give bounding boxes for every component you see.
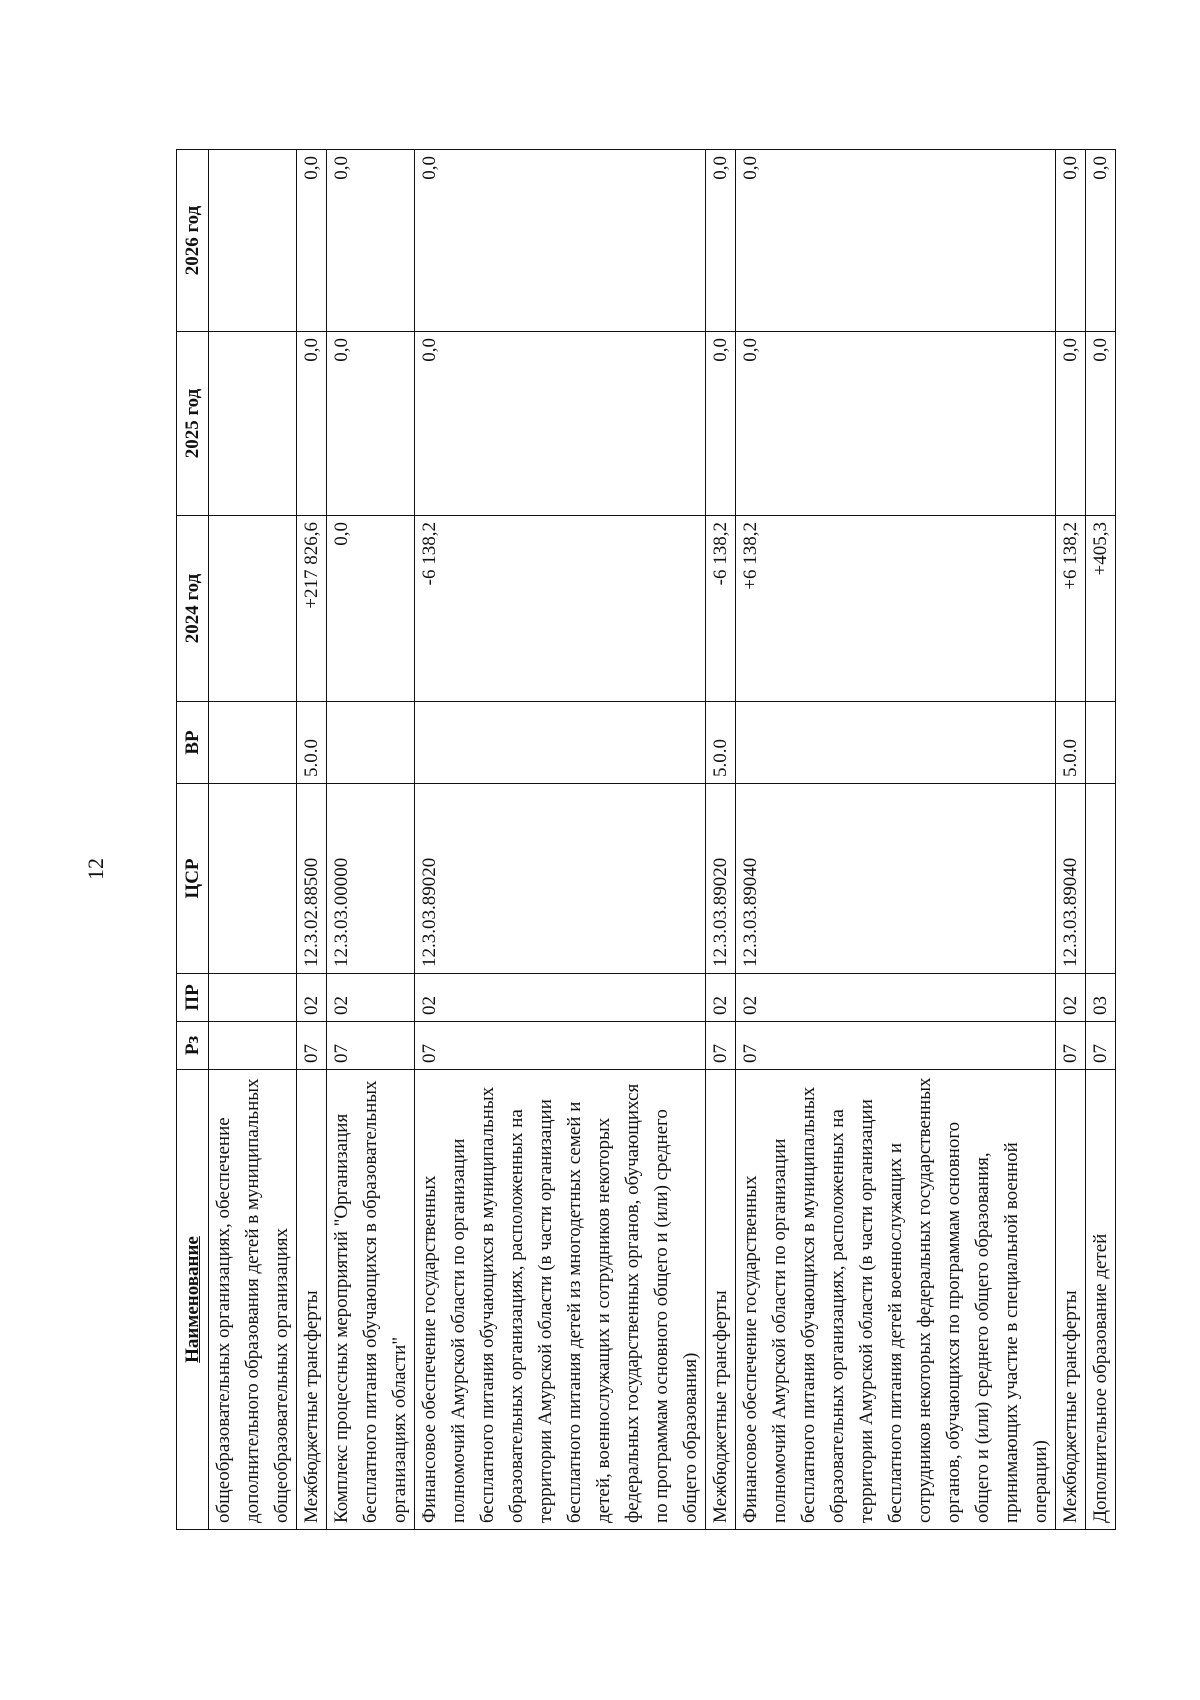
table-row <box>706 150 736 1530</box>
header-rz: Рз <box>177 1022 209 1070</box>
table-row <box>1056 150 1086 1530</box>
header-vr: ВР <box>177 702 209 784</box>
table-frame <box>176 150 1111 1530</box>
header-pr: ПР <box>177 974 209 1022</box>
header-2024: 2024 год <box>177 516 209 702</box>
cell-2024: 0,0 <box>327 516 415 702</box>
cell-name: Межбюджетные трансферты <box>297 1070 327 1530</box>
cell-2025: 0,0 <box>736 332 1056 516</box>
cell-name: Комплекс процессных мероприятий "Организация бесплатного питания обучающихся в образовательных организациях области" <box>327 1070 415 1530</box>
cell-csr: 12.3.03.89040 <box>736 784 1056 974</box>
table-row <box>1086 150 1116 1530</box>
cell-rz: 07 <box>706 1022 736 1070</box>
cell-2025: 0,0 <box>1056 332 1086 516</box>
cell-csr: 12.3.03.89020 <box>706 784 736 974</box>
cell-name: Финансовое обеспечение государственных полномочий Амурской области по организации бесплатного питания обучающихся в муниципальных образовательных организациях, расположенных на территории Амурской области (в части организации бесплатного питания детей военнослужащих и сотрудников некоторых федеральных государственных органов, обучающихся по программам основного общего и (или) среднего общего образования, принимающих участие в специальной военной операции) <box>736 1070 1056 1530</box>
cell-csr: 12.3.03.00000 <box>327 784 415 974</box>
cell-pr: 03 <box>1086 974 1116 1022</box>
cell-rz: 07 <box>415 1022 706 1070</box>
table-row <box>736 150 1056 1530</box>
cell-2025: 0,0 <box>327 332 415 516</box>
cell-2026: 0,0 <box>706 150 736 332</box>
page-number: 12 <box>83 858 108 880</box>
cell-vr: 5.0.0 <box>1056 702 1086 784</box>
cell-2026: 0,0 <box>1086 150 1116 332</box>
cell-pr <box>209 974 297 1022</box>
cell-csr: 12.3.03.89020 <box>415 784 706 974</box>
cell-csr: 12.3.02.88500 <box>297 784 327 974</box>
cell-vr <box>327 702 415 784</box>
cell-rz: 07 <box>736 1022 1056 1070</box>
cell-2026: 0,0 <box>415 150 706 332</box>
header-2026: 2026 год <box>177 150 209 332</box>
cell-2025 <box>209 332 297 516</box>
cell-2024 <box>209 516 297 702</box>
cell-2024: +6 138,2 <box>1056 516 1086 702</box>
table-row <box>297 150 327 1530</box>
cell-name: Финансовое обеспечение государственных полномочий Амурской области по организации бесплатного питания обучающихся в муниципальных образовательных организациях, расположенных на территории Амурской области (в части организации бесплатного питания детей из многодетных семей и детей, военнослужащих и сотрудников некоторых федеральных государственных органов, обучающихся по программам основного общего и (или) среднего общего образования) <box>415 1070 706 1530</box>
cell-2026 <box>209 150 297 332</box>
cell-2024: -6 138,2 <box>706 516 736 702</box>
cell-name: Межбюджетные трансферты <box>1056 1070 1086 1530</box>
cell-vr: 5.0.0 <box>706 702 736 784</box>
cell-2026: 0,0 <box>1056 150 1086 332</box>
cell-pr: 02 <box>1056 974 1086 1022</box>
cell-2025: 0,0 <box>297 332 327 516</box>
cell-name: Дополнительное образование детей <box>1086 1070 1116 1530</box>
cell-name: общеобразовательных организациях, обеспечение дополнительного образования детей в муниципальных общеобразовательных организациях <box>209 1070 297 1530</box>
table-row <box>209 150 297 1530</box>
cell-2026: 0,0 <box>297 150 327 332</box>
rotated-table-container <box>176 150 1111 1530</box>
cell-pr: 02 <box>327 974 415 1022</box>
cell-pr: 02 <box>415 974 706 1022</box>
header-2025: 2025 год <box>177 332 209 516</box>
budget-table <box>176 149 1116 1530</box>
cell-2024: +217 826,6 <box>297 516 327 702</box>
cell-2024: +405,3 <box>1086 516 1116 702</box>
cell-rz: 07 <box>1056 1022 1086 1070</box>
table-row <box>327 150 415 1530</box>
cell-2025: 0,0 <box>706 332 736 516</box>
cell-pr: 02 <box>706 974 736 1022</box>
cell-vr <box>1086 702 1116 784</box>
cell-2025: 0,0 <box>1086 332 1116 516</box>
cell-vr <box>736 702 1056 784</box>
table-header-row <box>177 150 209 1530</box>
cell-2025: 0,0 <box>415 332 706 516</box>
cell-rz: 07 <box>297 1022 327 1070</box>
header-name: Наименование <box>177 1070 209 1530</box>
cell-name: Межбюджетные трансферты <box>706 1070 736 1530</box>
cell-pr: 02 <box>297 974 327 1022</box>
cell-csr <box>1086 784 1116 974</box>
cell-vr <box>209 702 297 784</box>
cell-2026: 0,0 <box>327 150 415 332</box>
cell-vr: 5.0.0 <box>297 702 327 784</box>
cell-csr <box>209 784 297 974</box>
cell-2024: -6 138,2 <box>415 516 706 702</box>
table-row <box>415 150 706 1530</box>
cell-rz: 07 <box>327 1022 415 1070</box>
cell-pr: 02 <box>736 974 1056 1022</box>
cell-vr <box>415 702 706 784</box>
cell-rz <box>209 1022 297 1070</box>
cell-rz: 07 <box>1086 1022 1116 1070</box>
cell-csr: 12.3.03.89040 <box>1056 784 1086 974</box>
cell-2026: 0,0 <box>736 150 1056 332</box>
cell-2024: +6 138,2 <box>736 516 1056 702</box>
header-csr: ЦСР <box>177 784 209 974</box>
